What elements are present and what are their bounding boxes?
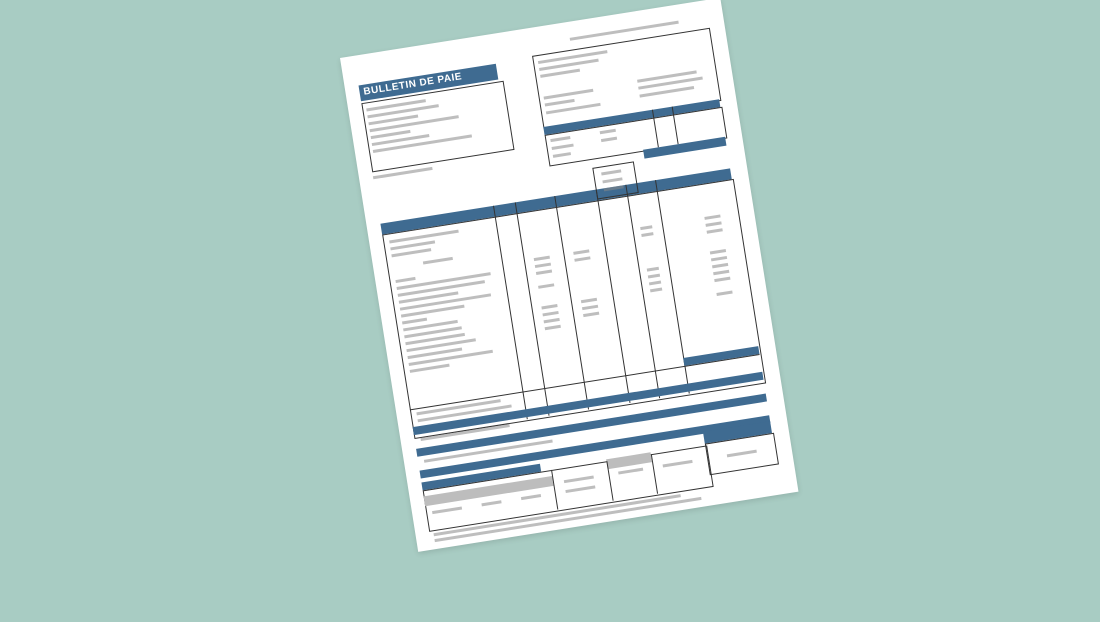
payslip-document — [340, 0, 798, 552]
document-title: BULLETIN DE PAIE — [359, 64, 499, 102]
